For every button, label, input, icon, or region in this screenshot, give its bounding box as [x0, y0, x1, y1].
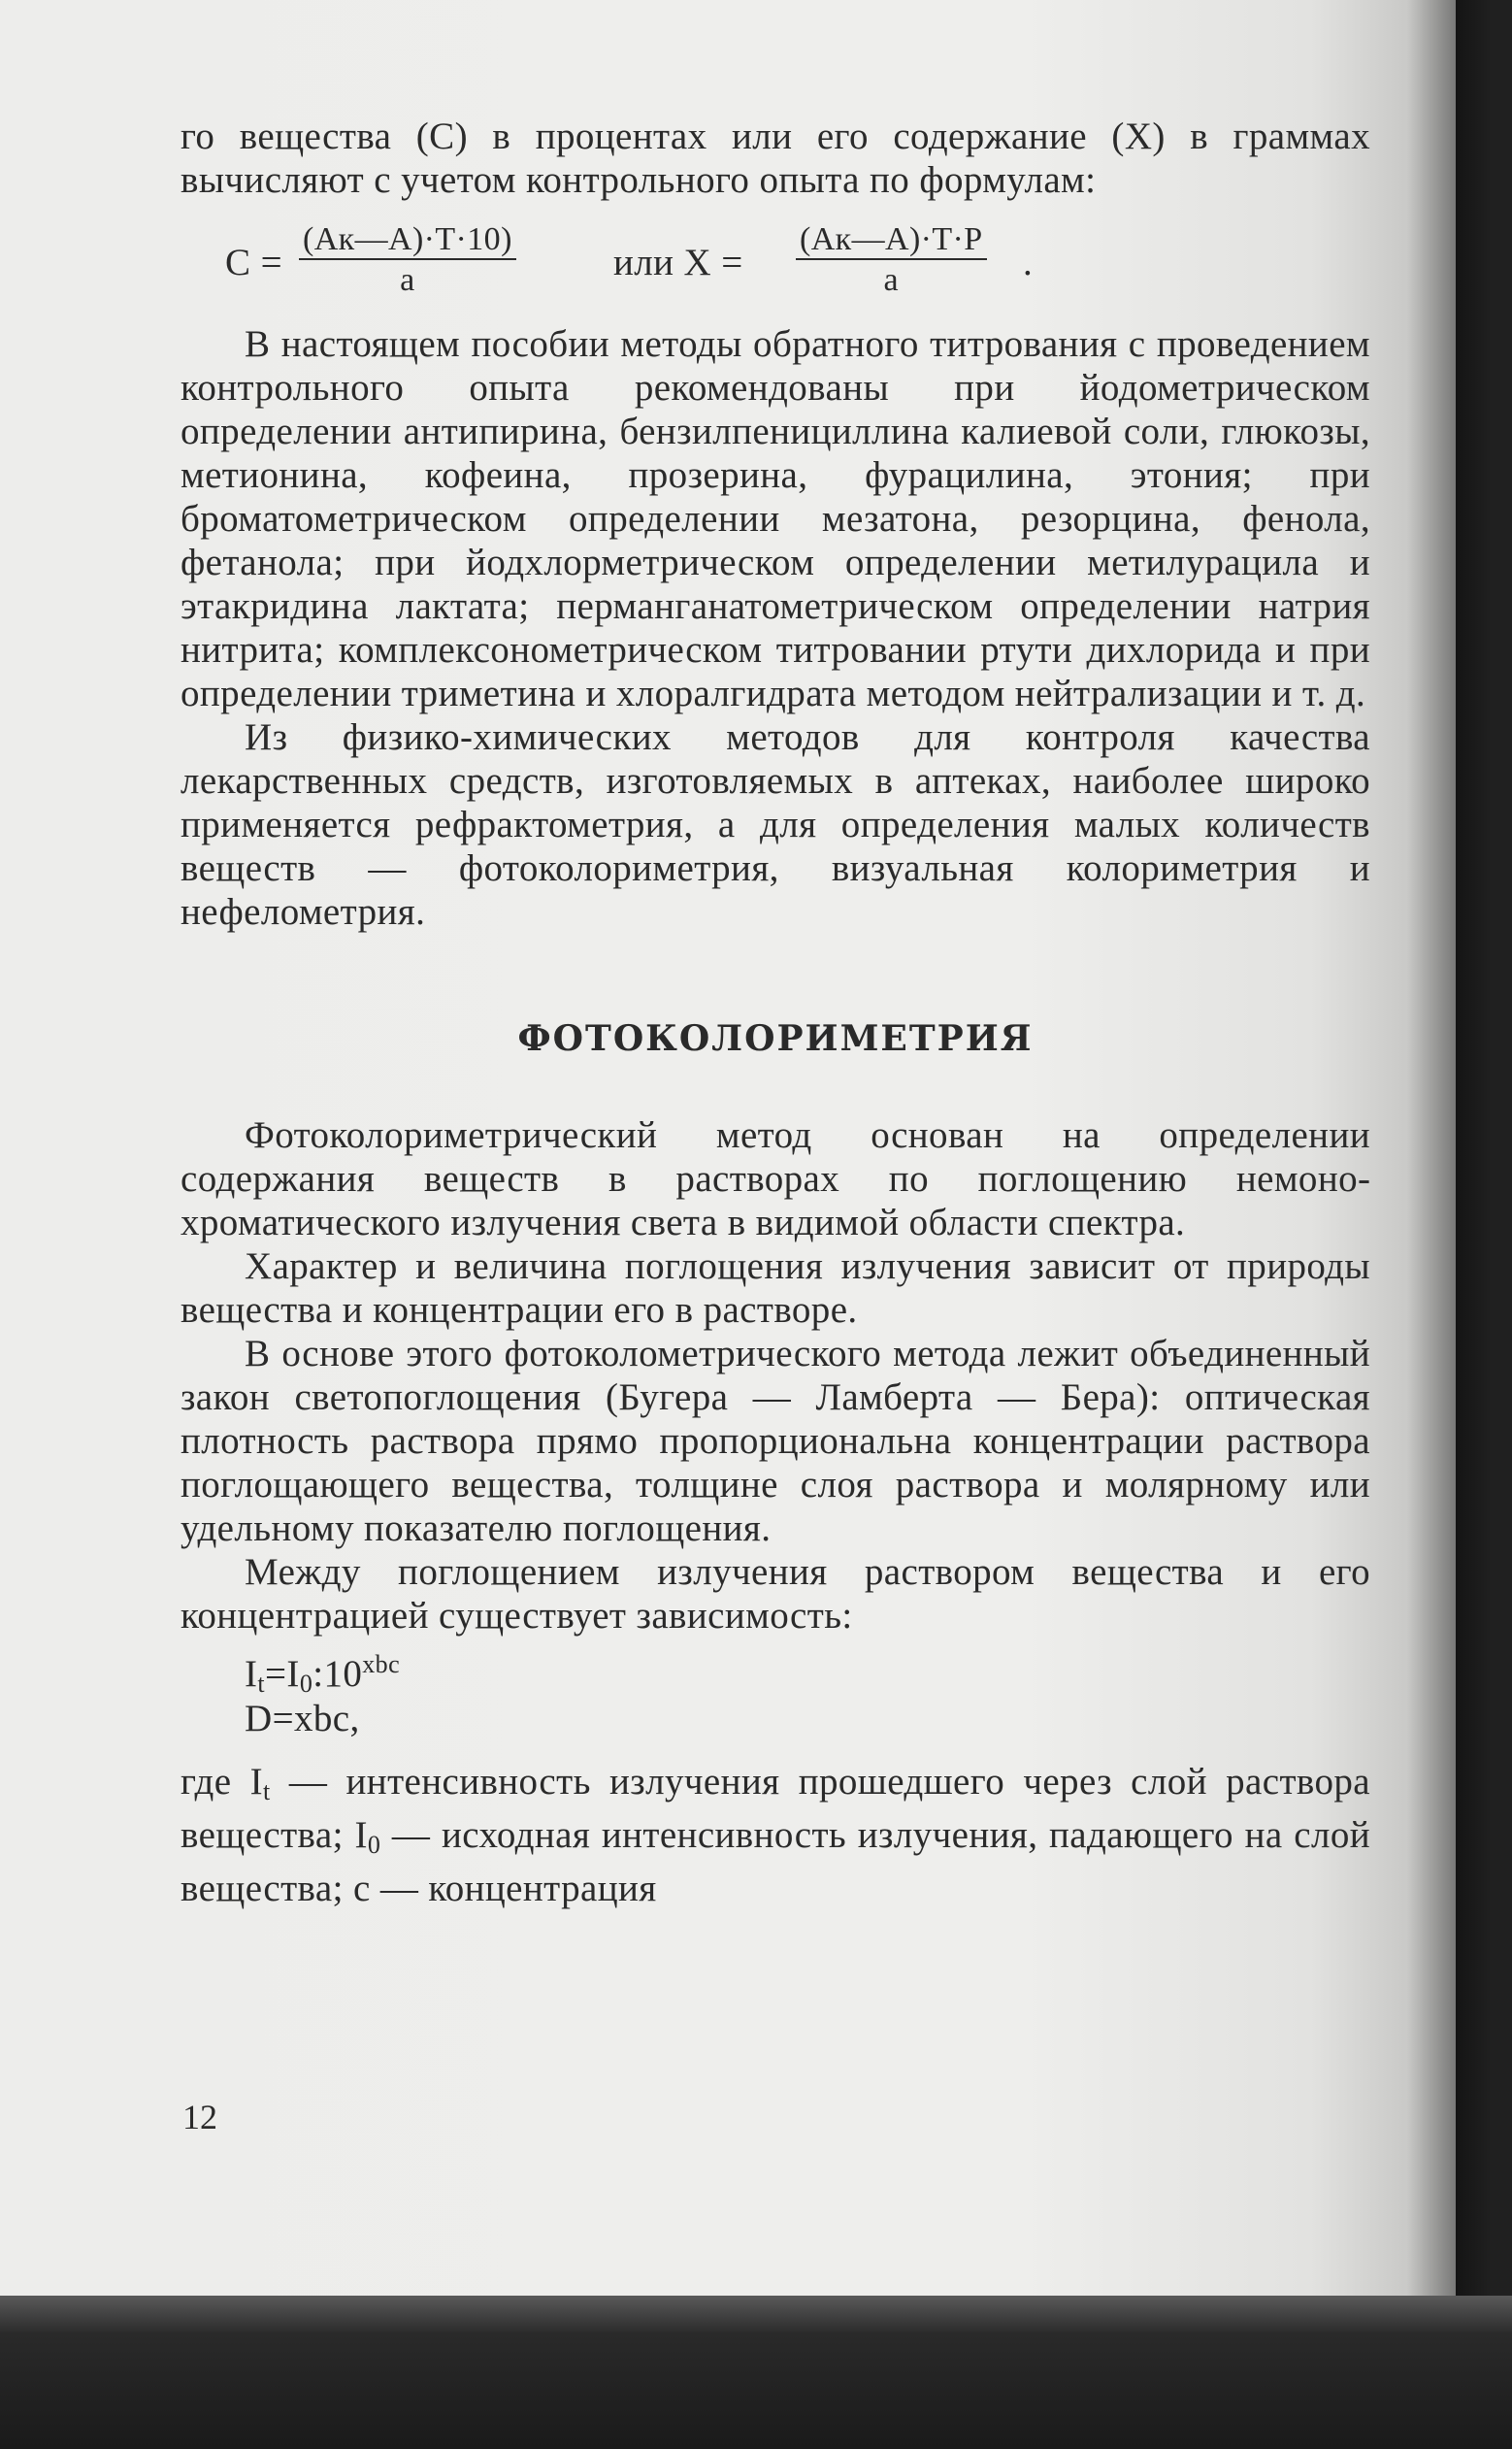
- paragraph-1: го вещества (С) в процентах или его содержание (X) в граммах вычисляют с учетом контрольного опыта по формулам:: [181, 116, 1370, 201]
- formula-fraction-1: [299, 221, 516, 301]
- page-number: 12: [182, 2098, 217, 2136]
- formula-c-x: [181, 208, 1370, 313]
- page-content: [181, 115, 1370, 1910]
- paragraph-4: Фотоколориметрический метод основан на определении содержания веществ в растворах по поглощению немонохроматического излучения света в видимой области спектра.: [181, 1114, 1370, 1243]
- fraction-1-numerator: (Ак—А)·Т·10): [299, 221, 516, 260]
- equation-intensity: $I_t=I_0:10^{xbc}$: [245, 1650, 401, 1698]
- fraction-2-denominator: а: [883, 262, 900, 298]
- formula-lhs: С =: [225, 242, 282, 283]
- formula-or: или X =: [613, 242, 743, 283]
- paragraph-2: В настоящем пособии методы обратного титрования с проведением контрольного опыта рекомендованы при йодометрическом определении антипирина, бензилпенициллина калиевой соли, глюкозы, метионина, кофеина, прозерина, фурацилина, этония; при броматометрическом определении мезатона, резорцина, фенола, фетанола; при йодхлорметрическом определении метилурацила и этакридина лактата; перманганатометрическом определении натрия нитрита; комплексонометрическом титровании ртути дихлорида и при определении триметина и хлоралгидрата методом нейтрализации и т. д.: [181, 323, 1370, 714]
- spine-shadow: [1407, 0, 1512, 2449]
- fraction-2-numerator: (Ак—А)·Т·Р: [796, 221, 987, 260]
- section-heading: ФОТОКОЛОРИМЕТРИЯ: [517, 1018, 1034, 1059]
- paragraph-6: В основе этого фотоколометрического метода лежит объединенный закон светопоглощения (Бугера — Ламберта — Бера): оптическая плотность раствора прямо пропорциональна концентрации раствора поглощающего вещества, толщине слоя раствора и молярному или удельному показателю поглощения.: [181, 1333, 1370, 1549]
- paragraph-8: где $I_t$ — интенсивность излучения прошедшего через слой раствора вещества; $I_0$ — исходная интенсивность излучения, падающего на слой вещества; с — концентрация: [181, 1761, 1370, 1909]
- formula-end: .: [1023, 242, 1034, 283]
- fraction-1-denominator: а: [400, 262, 415, 298]
- equation-density: D=xbc,: [245, 1698, 360, 1739]
- paragraph-7: Между поглощением излучения раствором вещества и его концентрацией существует зависимость:: [181, 1551, 1370, 1637]
- bottom-shadow: [0, 2296, 1512, 2449]
- paragraph-5: Характер и величина поглощения излучения зависит от природы вещества и концентрации его в растворе.: [181, 1245, 1370, 1331]
- formula-fraction-2: [796, 221, 987, 301]
- paragraph-3: Из физико-химических методов для контроля качества лекарственных средств, изготовляемых в аптеках, наиболее широко применяется рефрактометрия, а для определения малых количеств веществ — фотоколориметрия, визуальная колориметрия и нефелометрия.: [181, 716, 1370, 933]
